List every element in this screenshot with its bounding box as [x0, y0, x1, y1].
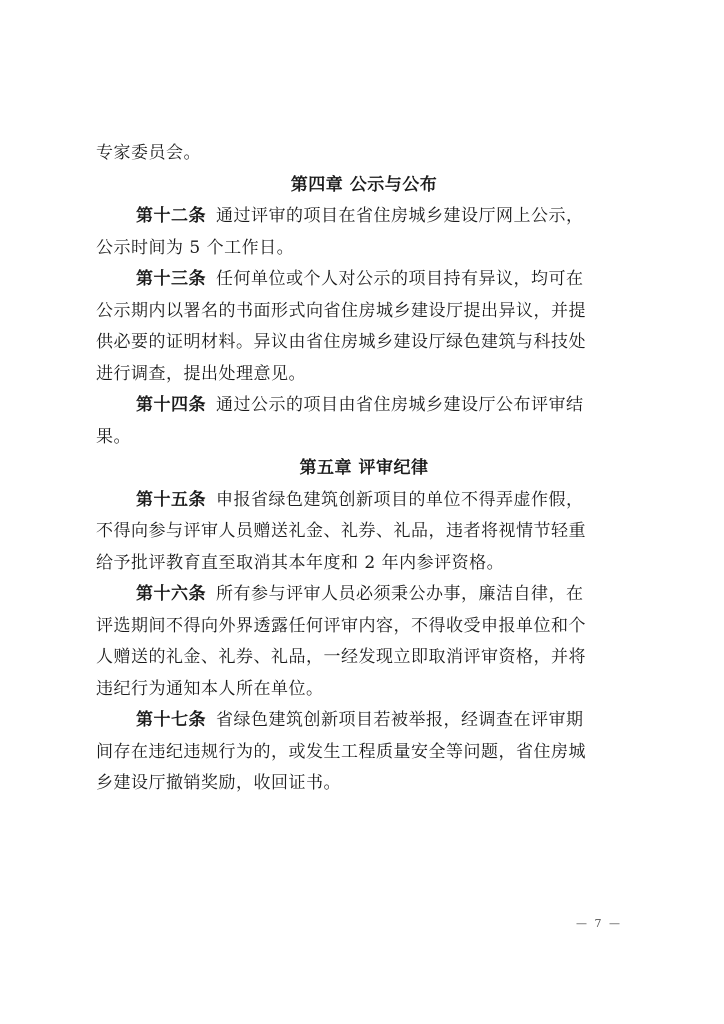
- article-12: [96, 201, 632, 233]
- article-13-line: 供必要的证明材料。异议由省住房城乡建设厅绿色建筑与科技处: [96, 332, 586, 352]
- article-17-line: 乡建设厅撤销奖励，收回证书。: [96, 773, 341, 793]
- article-13-label: 第十三条: [136, 269, 206, 289]
- article-15-line: 给予批评教育直至取消其本年度和 2 年内参评资格。: [96, 552, 505, 573]
- article-13-text: 任何单位或个人对公示的项目持有异议，均可在: [216, 269, 584, 289]
- article-12-text: 通过评审的项目在省住房城乡建设厅网上公示，: [216, 206, 584, 226]
- article-16-text: 所有参与评审人员必须秉公办事，廉洁自律，在: [216, 584, 584, 604]
- page-number: — 7 —: [576, 917, 622, 930]
- article-16-label: 第十六条: [136, 584, 206, 604]
- article-14-line: 果。: [96, 426, 131, 447]
- paragraph-continuation: 专家委员会。: [96, 143, 201, 163]
- article-13-line: 进行调查，提出处理意见。: [96, 363, 306, 384]
- article-12-label: 第十二条: [136, 206, 206, 226]
- chapter-4-heading: 第四章 公示与公布: [290, 174, 438, 195]
- article-16-line: 违纪行为通知本人所在单位。: [96, 678, 324, 699]
- article-15-line: 不得向参与评审人员赠送礼金、礼券、礼品，违者将视情节轻重: [96, 521, 586, 541]
- article-16-line: 人赠送的礼金、礼券、礼品，一经发现立即取消评审资格，并将: [96, 647, 586, 667]
- article-17-text: 省绿色建筑创新项目若被举报，经调查在评审期: [216, 710, 584, 730]
- article-16-line: 评选期间不得向外界透露任何评审内容，不得收受申报单位和个: [96, 615, 586, 636]
- article-17: [96, 705, 632, 737]
- article-12-line: 公示时间为 5 个工作日。: [96, 237, 295, 258]
- article-17-line: 间存在违纪违规行为的，或发生工程质量安全等问题，省住房城: [96, 741, 586, 762]
- article-14: [96, 390, 632, 422]
- article-16: [96, 579, 632, 611]
- chapter-5-heading: 第五章 评审纪律: [299, 458, 429, 478]
- article-14-text: 通过公示的项目由省住房城乡建设厅公布评审结: [216, 395, 584, 415]
- article-13-line: 公示期内以署名的书面形式向省住房城乡建设厅提出异议，并提: [96, 300, 586, 321]
- article-13: [96, 264, 632, 296]
- article-15: [96, 485, 632, 517]
- article-14-label: 第十四条: [136, 395, 206, 415]
- article-15-text: 申报省绿色建筑创新项目的单位不得弄虚作假，: [216, 489, 584, 510]
- document-body: [96, 138, 632, 800]
- article-17-label: 第十七条: [136, 710, 206, 730]
- article-15-label: 第十五条: [136, 489, 206, 510]
